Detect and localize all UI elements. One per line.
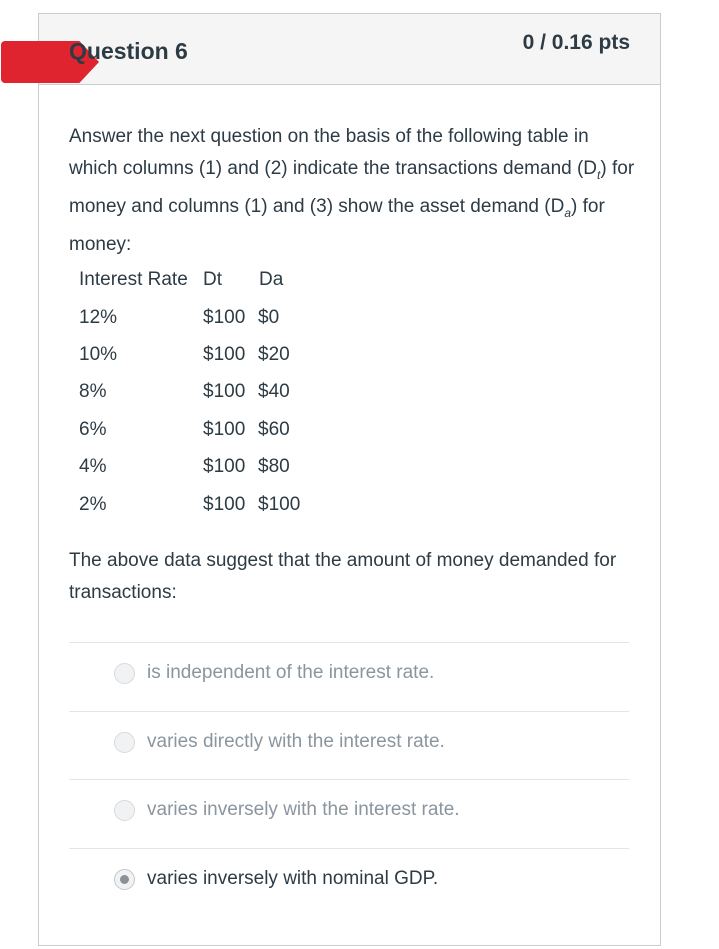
radio-icon[interactable] xyxy=(114,732,135,753)
table-cell-rate: 2% xyxy=(79,494,107,515)
radio-icon[interactable] xyxy=(114,663,135,684)
answer-label[interactable]: is independent of the interest rate. xyxy=(147,662,435,683)
follow-up-text: The above data suggest that the amount of money demanded for transactions: xyxy=(69,550,617,603)
question-title: Question 6 xyxy=(69,38,188,64)
table-cell-rate: 8% xyxy=(79,381,107,402)
subscript-t: t xyxy=(597,167,601,182)
question-header xyxy=(39,14,660,85)
table-cell-rate: 6% xyxy=(79,419,107,440)
table-cell-rate: 12% xyxy=(79,307,118,328)
table-cell-da: $40 xyxy=(258,381,290,402)
answer-divider xyxy=(69,848,629,849)
answer-option-1[interactable] xyxy=(114,658,434,688)
table-header-dt: Dt xyxy=(203,269,222,290)
question-text-part2: ) for money and columns (1) and (3) show the asset demand (D xyxy=(69,157,635,217)
table-header-interest-rate: Interest Rate xyxy=(79,269,188,290)
answer-label[interactable]: varies inversely with nominal GDP. xyxy=(147,868,439,889)
table-cell-rate: 4% xyxy=(79,456,107,477)
question-text-part1: Answer the next question on the basis of the following table in which columns (1) and (2) indicate the transactions demand (D xyxy=(69,126,598,179)
table-cell-dt: $100 xyxy=(203,494,246,515)
table-cell-dt: $100 xyxy=(203,419,246,440)
table-cell-da: $60 xyxy=(258,419,290,440)
question-card xyxy=(38,13,661,946)
table-header-da: Da xyxy=(259,269,284,290)
table-cell-da: $0 xyxy=(258,307,280,328)
table-cell-dt: $100 xyxy=(203,344,246,365)
table-cell-rate: 10% xyxy=(79,344,118,365)
answer-divider xyxy=(69,779,629,780)
answer-label[interactable]: varies directly with the interest rate. xyxy=(147,731,445,752)
subscript-a: a xyxy=(564,205,571,220)
table-cell-dt: $100 xyxy=(203,307,246,328)
answer-divider xyxy=(69,642,629,643)
question-text xyxy=(69,121,639,261)
question-points: 0 / 0.16 pts xyxy=(522,31,630,54)
answer-option-3[interactable] xyxy=(114,795,460,825)
table-cell-da: $20 xyxy=(258,344,290,365)
table-cell-dt: $100 xyxy=(203,381,246,402)
table-cell-da: $100 xyxy=(258,494,301,515)
answer-option-4[interactable] xyxy=(114,864,438,894)
question-text-part3: ) for money: xyxy=(69,195,605,256)
table-cell-dt: $100 xyxy=(203,456,246,477)
radio-selected-icon[interactable] xyxy=(114,869,135,890)
answer-label[interactable]: varies inversely with the interest rate. xyxy=(147,799,460,820)
radio-icon[interactable] xyxy=(114,800,135,821)
table-cell-da: $80 xyxy=(258,456,290,477)
answer-divider xyxy=(69,711,629,712)
answer-option-2[interactable] xyxy=(114,727,445,757)
